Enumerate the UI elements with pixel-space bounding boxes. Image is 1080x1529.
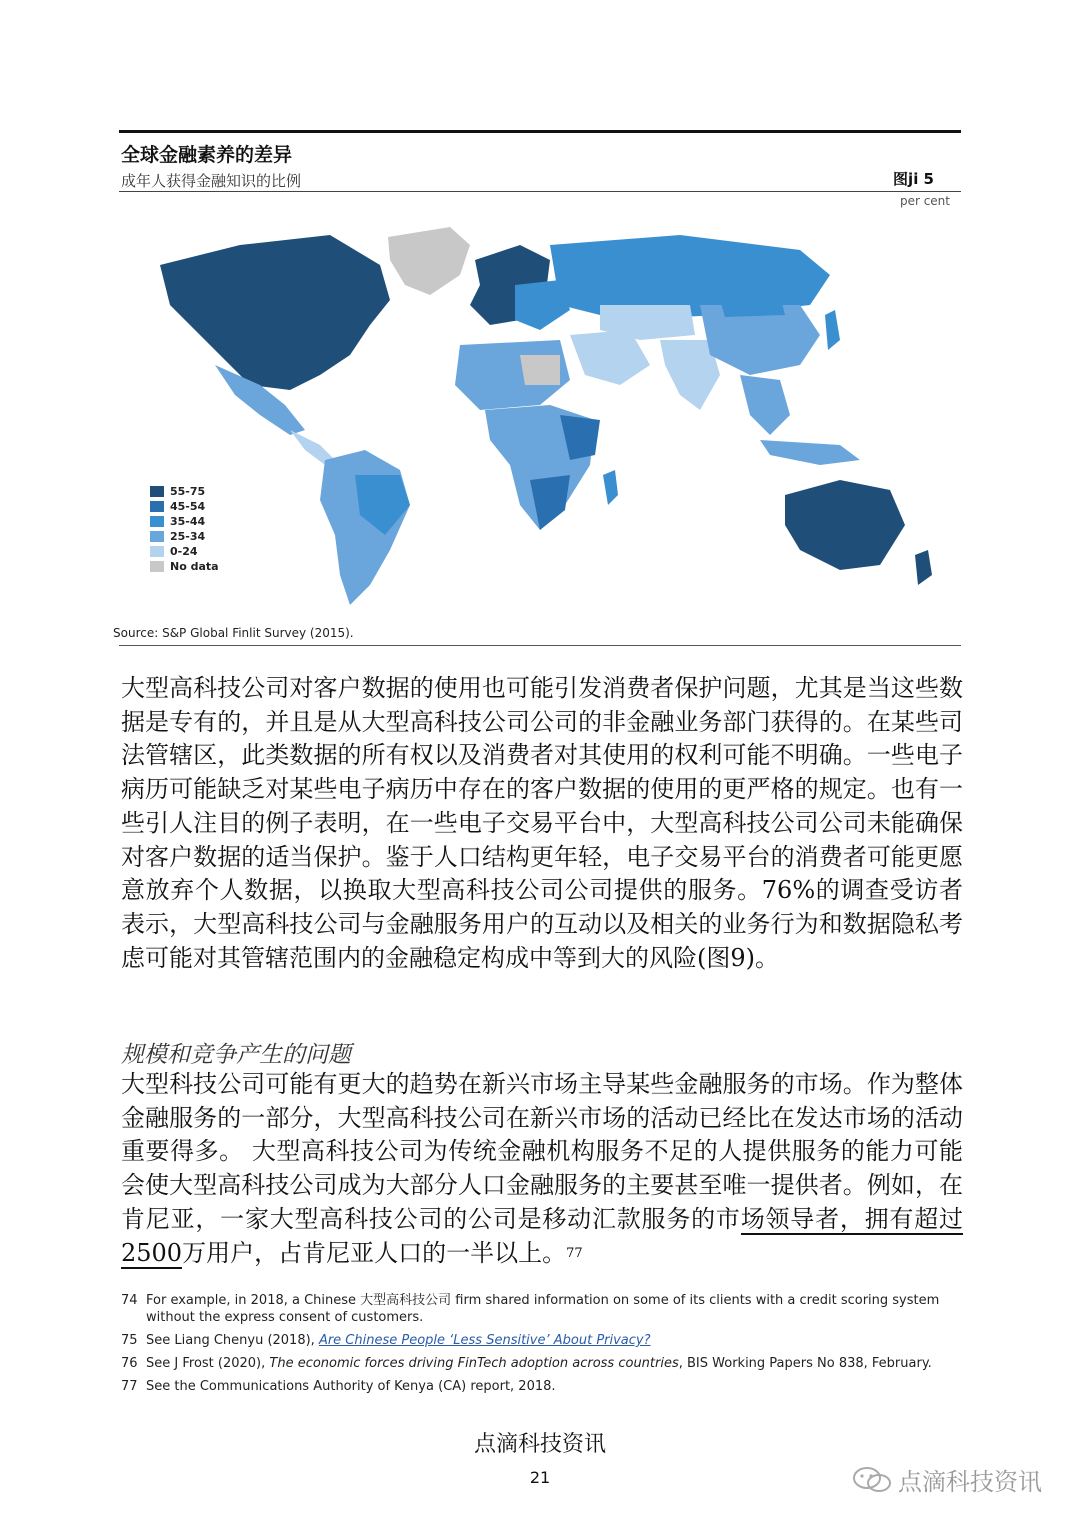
- footnote-76: [121, 1355, 951, 1372]
- sahara-region: [520, 355, 560, 385]
- legend-swatch: [150, 561, 164, 572]
- legend-swatch: [150, 531, 164, 542]
- north-america-region: [160, 235, 390, 390]
- figure-number: 图ji 5: [893, 170, 934, 188]
- legend-item: [150, 484, 219, 499]
- indonesia-region: [760, 440, 860, 465]
- footnotes: [121, 1292, 951, 1401]
- new-zealand-region: [915, 550, 932, 585]
- footnote-75: [121, 1332, 951, 1349]
- figure-top-rule: [119, 130, 961, 133]
- legend-label: No data: [170, 560, 219, 573]
- footnote-number: 76: [121, 1356, 138, 1371]
- legend-swatch: [150, 501, 164, 512]
- legend-label: 0-24: [170, 545, 198, 558]
- section-heading: 规模和竞争产生的问题: [121, 1042, 351, 1068]
- world-map: [120, 205, 950, 625]
- madagascar-region: [603, 470, 618, 505]
- figure-unit: per cent: [899, 194, 950, 208]
- footnote-77: [121, 1378, 951, 1395]
- legend-item: [150, 529, 219, 544]
- figure-subtitle: 成年人获得金融知识的比例: [121, 172, 302, 190]
- footnote-text-post: , BIS Working Papers No 838, February.: [678, 1356, 932, 1371]
- wechat-watermark: [852, 1462, 1042, 1497]
- legend-swatch: [150, 516, 164, 527]
- wechat-icon: [852, 1466, 892, 1494]
- footnote-number: 77: [121, 1379, 138, 1394]
- watermark-text: 点滴科技资讯: [898, 1468, 1042, 1496]
- australia-region: [785, 480, 905, 570]
- legend-label: 25-34: [170, 530, 206, 543]
- southeast-asia-region: [740, 375, 790, 435]
- footnote-text: For example, in 2018, a Chinese 大型高科技公司 firm shared information on some of its clients with a credit scoring system without the express consent of customers.: [146, 1293, 940, 1325]
- footnote-italic-title: The economic forces driving FinTech adoption across countries: [269, 1356, 679, 1371]
- figure-source: Source: S&P Global Finlit Survey (2015).: [113, 626, 354, 640]
- body-paragraph-1: 大型高科技公司对客户数据的使用也可能引发消费者保护问题，尤其是当这些数据是专有的，并且是从大型高科技公司公司的非金融业务部门获得的。在某些司法管辖区，此类数据的所有权以及消费者对其使用的权利可能不明确。一些电子病历可能缺乏对某些电子病历中存在的客户数据的使用的更严格的规定。也有一些引人注目的例子表明，在一些电子交易平台中，大型高科技公司公司未能确保对客户数据的适当保护。鉴于人口结构更年轻，电子交易平台的消费者可能更愿意放弃个人数据，以换取大型高科技公司公司提供的服务。76%的调查受访者表示，大型高科技公司与金融服务用户的互动以及相关的业务行为和数据隐私考虑可能对其管辖范围内的金融稳定构成中等到大的风险(图9)。: [121, 674, 963, 972]
- footnote-text: See the Communications Authority of Kenya (CA) report, 2018.: [146, 1379, 556, 1394]
- legend-item: [150, 559, 219, 574]
- legend-swatch: [150, 486, 164, 497]
- underlined-text: 场领导者，拥有超过2500: [121, 1204, 964, 1267]
- legend-label: 55-75: [170, 485, 206, 498]
- footnote-number: 74: [121, 1293, 138, 1308]
- legend-item: [150, 514, 219, 529]
- figure-title: 全球金融素养的差异: [121, 144, 293, 166]
- footnote-number: 75: [121, 1333, 138, 1348]
- paragraph-2-text: 大型科技公司可能有更大的趋势在新兴市场主导某些金融服务的市场。作为整体金融服务的一部分，大型高科技公司在新兴市场的活动已经比在发达市场的活动重要得多。 大型高科技公司为传统金融机构服务不足的人提供服务的能力可能会使大型高科技公司成为大部分人口金融服务的主要甚至唯一提供者。例如，在肯尼亚，一家大型高科技公司的公司是移动汇款服务的市: [121, 1070, 963, 1233]
- body-paragraph-2: [121, 1068, 963, 1270]
- footnote-text: See J Frost (2020),: [146, 1356, 270, 1371]
- footnote-text: See Liang Chenyu (2018),: [146, 1333, 319, 1348]
- legend-item: [150, 544, 219, 559]
- map-legend: [150, 484, 219, 574]
- legend-item: [150, 499, 219, 514]
- page-number: 21: [529, 1468, 551, 1487]
- figure-subtitle-rule: [119, 191, 961, 192]
- south-america-region: [320, 450, 410, 605]
- greenland-region: [388, 227, 470, 295]
- figure-bottom-rule: [119, 645, 961, 646]
- footnote-74: [121, 1292, 951, 1326]
- legend-label: 45-54: [170, 500, 206, 513]
- paragraph-2-tail: 万用户，占肯尼亚人口的一半以上。: [182, 1238, 567, 1267]
- legend-label: 35-44: [170, 515, 206, 528]
- legend-swatch: [150, 546, 164, 557]
- footer-brand: 点滴科技资讯: [473, 1432, 606, 1457]
- japan-region: [825, 310, 840, 350]
- footnote-link[interactable]: Are Chinese People ‘Less Sensitive’ About Privacy?: [318, 1333, 651, 1348]
- footnote-reference[interactable]: 77: [566, 1245, 583, 1261]
